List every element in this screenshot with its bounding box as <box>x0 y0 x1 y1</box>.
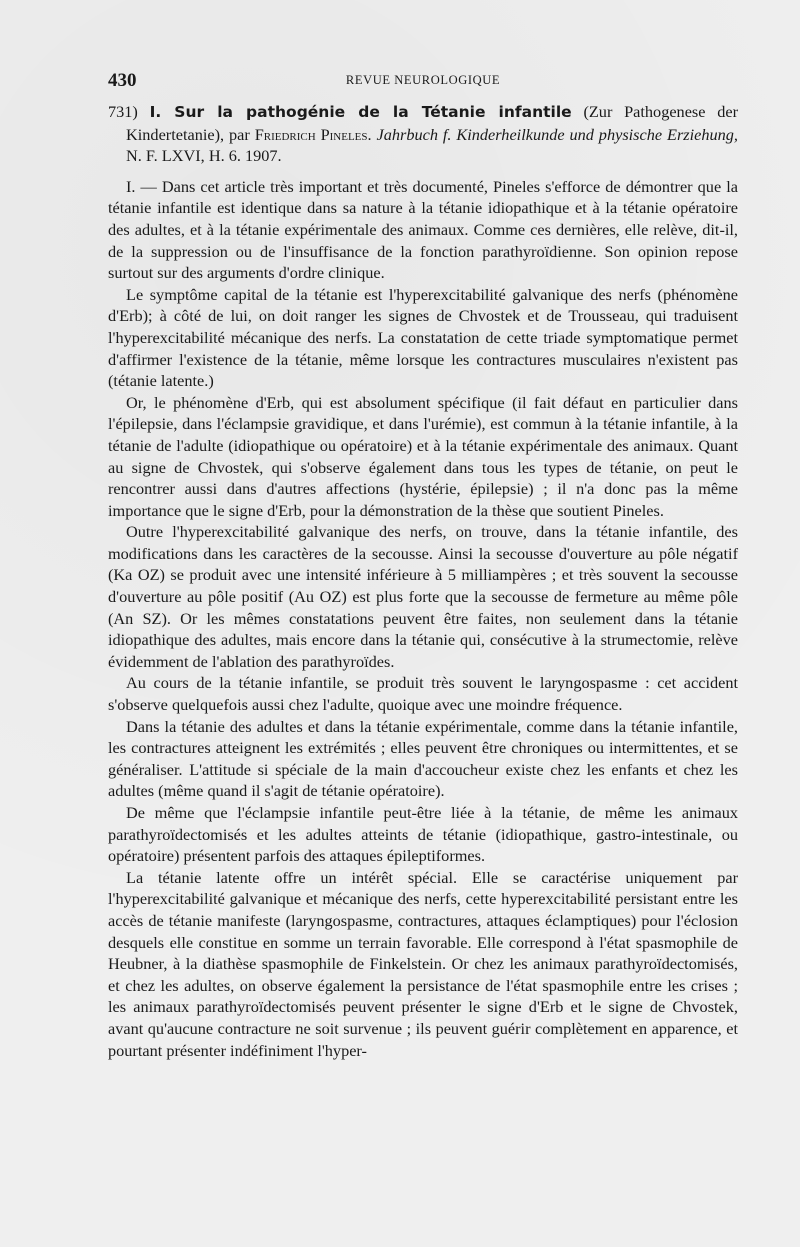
entry-subtitle: (Zur Pathogenese der Kindertetanie), par <box>126 102 739 144</box>
paragraph: Outre l'hyperexcitabilité galvanique des nerfs, on trouve, dans la tétanie infantile, des modifications dans les caractères de la secousse. Ainsi la secousse d'ouverture au pôle négatif (Ka OZ) se produit avec une intensité inférieure à 5 milliampères ; et très souvent la secousse d'ouverture au pôle positif (Au OZ) est plus forte que la secousse de fermeture au même pôle (An SZ). Or les mêmes constatations peuvent être faites, non seulement dans la tétanie idiopathique des adultes, mais encore dans la tétanie qui, consécutive à la strumectomie, relève évidemment de l'ablation des parathyroïdes. <box>108 522 738 671</box>
page-header <box>108 70 738 92</box>
paragraph: I. — Dans cet article très important et très documenté, Pineles s'efforce de démontrer que la tétanie infantile est identique dans sa nature à la tétanie idiopathique et à la tétanie opératoire des adultes, et à la tétanie expérimentale des animaux. Comme ces dernières, elle relève, dit-il, de la suppression ou de l'insuffisance de la fonction parathyroïdienne. Son opinion repose surtout sur des arguments d'ordre clinique. <box>108 176 738 283</box>
entry-citation: N. F. LXVI, H. 6. 1907. <box>126 146 282 166</box>
paragraph: Le symptôme capital de la tétanie est l'hyperexcitabilité galvanique des nerfs (phénomène d'Erb); à côté de lui, on doit ranger les signes de Chvostek et de Trousseau, qui traduisent l'hyperexcitabilité mécanique des nerfs. La constatation de cette triade symptomatique permet d'affirmer l'existence de la tétanie, même lorsque les contractures musculaires n'existent pas (tétanie latente.) <box>108 284 738 391</box>
running-title: REVUE NEUROLOGIQUE <box>345 73 501 87</box>
paragraph: Dans la tétanie des adultes et dans la tétanie expérimentale, comme dans la tétanie infantile, les contractures atteignent les extrémités ; elles peuvent être chroniques ou intermittentes, et se généraliser. L'attitude si spéciale de la main d'accoucheur existe chez les enfants et chez les adultes (même quand il s'agit de tétanie opératoire). <box>108 716 738 801</box>
entry-heading <box>108 101 738 167</box>
entry-number: 731) <box>108 102 138 121</box>
entry-author: Friedrich Pineles. <box>254 124 372 144</box>
entry-title: I. Sur la pathogénie de la Tétanie infantile <box>149 103 572 121</box>
page-number: 430 <box>108 70 137 91</box>
paragraph: De même que l'éclampsie infantile peut-être liée à la tétanie, de même les animaux parathyroïdectomisés et les adultes atteints de tétanie (idiopathique, gastro-intestinale, ou opératoire) présentent parfois des attaques épileptiformes. <box>108 803 738 866</box>
paragraph: Au cours de la tétanie infantile, se produit très souvent le laryngospasme : cet accident s'observe quelquefois aussi chez l'adulte, quoique avec une moindre fréquence. <box>108 673 738 715</box>
paragraph: Or, le phénomène d'Erb, qui est absolument spécifique (il fait défaut en particulier dans l'épilepsie, dans l'éclampsie gravidique, et dans l'urémie), est commun à la tétanie infantile, à la tétanie de l'adulte (idiopathique ou opératoire) et à la tétanie expérimentale des animaux. Quant au signe de Chvostek, qui s'observe également dans tous les types de tétanie, on peut le rencontrer aussi dans d'autres affections (hystérie, épilepsie) ; il n'a donc pas la même importance que le signe d'Erb, pour la démonstration de la thèse que soutient Pineles. <box>108 392 738 520</box>
article-body <box>108 101 738 1061</box>
paragraph: La tétanie latente offre un intérêt spécial. Elle se caractérise uniquement par l'hyperexcitabilité galvanique et mécanique des nerfs, cette hyperexcitabilité persistant entre les accès de tétanie manifeste (laryngospasme, contractures, attaques éclamptiques) pour l'éclosion desquels elle constitue en somme un terrain favorable. Elle correspond à l'état spasmophile de Heubner, à la diathèse spasmophile de Finkelstein. Or chez les animaux parathyroïdectomisés, et chez les adultes, on observe également la persistance de l'état spasmophile entre les crises ; les animaux parathyroïdectomisés peuvent présenter le signe d'Erb et le signe de Chvostek, avant qu'aucune contracture ne soit survenue ; ils peuvent guérir complètement en apparence, et pourtant présenter indéfiniment l'hyper- <box>108 867 738 1060</box>
entry-journal: Jahrbuch f. Kinderheilkunde und physische Erziehung, <box>376 124 738 144</box>
